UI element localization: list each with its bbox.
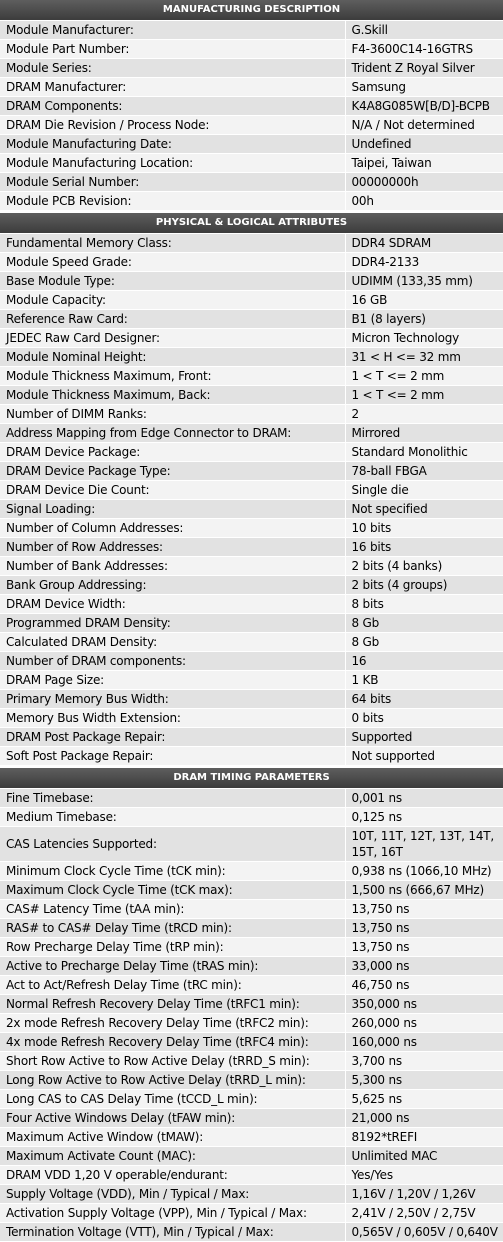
row-label: Module Part Number: [0, 40, 345, 59]
table-row [0, 1109, 503, 1128]
row-label: Reference Raw Card: [0, 310, 345, 329]
row-value: N/A / Not determined [345, 116, 503, 135]
table-row [0, 1147, 503, 1166]
row-value: 0 bits [345, 709, 503, 728]
row-value: 1 KB [345, 671, 503, 690]
row-label: Module Serial Number: [0, 173, 345, 192]
row-value: 13,750 ns [345, 900, 503, 919]
row-label: Module Nominal Height: [0, 348, 345, 367]
row-value: Samsung [345, 78, 503, 97]
row-value: K4A8G085W[B/D]-BCPB [345, 97, 503, 116]
row-label: Act to Act/Refresh Delay Time (tRC min): [0, 976, 345, 995]
table-row [0, 709, 503, 728]
row-value: 8 Gb [345, 614, 503, 633]
row-value: 2 bits (4 banks) [345, 557, 503, 576]
table-row [0, 1033, 503, 1052]
table-row [0, 1090, 503, 1109]
section-title: MANUFACTURING DESCRIPTION [0, 0, 503, 21]
table-row [0, 938, 503, 957]
section-header [0, 0, 503, 21]
row-value: 2 bits (4 groups) [345, 576, 503, 595]
row-label: Minimum Clock Cycle Time (tCK min): [0, 862, 345, 881]
row-label: Primary Memory Bus Width: [0, 690, 345, 709]
table-row [0, 405, 503, 424]
row-label: Long Row Active to Row Active Delay (tRRD_L min): [0, 1071, 345, 1090]
row-value: 21,000 ns [345, 1109, 503, 1128]
row-value: Yes/Yes [345, 1166, 503, 1185]
table-row [0, 633, 503, 652]
row-value: 8192*tREFI [345, 1128, 503, 1147]
table-row [0, 557, 503, 576]
row-label: Bank Group Addressing: [0, 576, 345, 595]
row-label: Medium Timebase: [0, 808, 345, 827]
row-label: 4x mode Refresh Recovery Delay Time (tRFC4 min): [0, 1033, 345, 1052]
table-row [0, 1071, 503, 1090]
table-row [0, 614, 503, 633]
row-value: 1,500 ns (666,67 MHz) [345, 881, 503, 900]
table-row [0, 234, 503, 253]
row-value: 8 bits [345, 595, 503, 614]
row-value: 1 < T <= 2 mm [345, 386, 503, 405]
section-title: DRAM TIMING PARAMETERS [0, 768, 503, 789]
row-label: DRAM Manufacturer: [0, 78, 345, 97]
row-value: B1 (8 layers) [345, 310, 503, 329]
row-label: Module PCB Revision: [0, 192, 345, 211]
table-row [0, 827, 503, 862]
table-row [0, 747, 503, 766]
row-value: 10T, 11T, 12T, 13T, 14T, 15T, 16T [345, 827, 503, 862]
row-value: Not specified [345, 500, 503, 519]
table-row [0, 995, 503, 1014]
row-label: 2x mode Refresh Recovery Delay Time (tRFC2 min): [0, 1014, 345, 1033]
table-row [0, 272, 503, 291]
table-row [0, 1204, 503, 1223]
row-label: Four Active Windows Delay (tFAW min): [0, 1109, 345, 1128]
table-row [0, 808, 503, 827]
row-label: CAS# Latency Time (tAA min): [0, 900, 345, 919]
table-row [0, 97, 503, 116]
table-row [0, 154, 503, 173]
manufacturing-description-table [0, 0, 503, 211]
row-value: 31 < H <= 32 mm [345, 348, 503, 367]
table-row [0, 1223, 503, 1242]
row-value: Micron Technology [345, 329, 503, 348]
row-value: 0,565V / 0,605V / 0,640V [345, 1223, 503, 1242]
row-value: Taipei, Taiwan [345, 154, 503, 173]
row-value: 16 GB [345, 291, 503, 310]
table-row [0, 291, 503, 310]
table-row [0, 1166, 503, 1185]
row-value: Supported [345, 728, 503, 747]
row-value: 64 bits [345, 690, 503, 709]
table-row [0, 386, 503, 405]
row-value: 78-ball FBGA [345, 462, 503, 481]
table-row [0, 919, 503, 938]
row-value: 46,750 ns [345, 976, 503, 995]
row-label: Number of DIMM Ranks: [0, 405, 345, 424]
table-row [0, 900, 503, 919]
section-title: PHYSICAL & LOGICAL ATTRIBUTES [0, 213, 503, 234]
row-value: 5,625 ns [345, 1090, 503, 1109]
row-label: JEDEC Raw Card Designer: [0, 329, 345, 348]
table-row [0, 348, 503, 367]
row-value: Trident Z Royal Silver [345, 59, 503, 78]
section-header [0, 213, 503, 234]
row-label: Supply Voltage (VDD), Min / Typical / Max: [0, 1185, 345, 1204]
table-row [0, 40, 503, 59]
table-row [0, 728, 503, 747]
row-value: DDR4-2133 [345, 253, 503, 272]
table-row [0, 78, 503, 97]
row-label: Module Series: [0, 59, 345, 78]
table-row [0, 1185, 503, 1204]
dram-timing-parameters-table [0, 768, 503, 1242]
table-row [0, 462, 503, 481]
physical-logical-attributes-table [0, 213, 503, 766]
table-row [0, 192, 503, 211]
table-row [0, 310, 503, 329]
table-row [0, 59, 503, 78]
row-value: 00h [345, 192, 503, 211]
table-row [0, 976, 503, 995]
row-label: CAS Latencies Supported: [0, 827, 345, 862]
row-label: Module Capacity: [0, 291, 345, 310]
row-label: DRAM VDD 1,20 V operable/endurant: [0, 1166, 345, 1185]
row-value: G.Skill [345, 21, 503, 40]
row-value: 33,000 ns [345, 957, 503, 976]
row-value: Undefined [345, 135, 503, 154]
row-label: Address Mapping from Edge Connector to DRAM: [0, 424, 345, 443]
row-value: Mirrored [345, 424, 503, 443]
row-label: Programmed DRAM Density: [0, 614, 345, 633]
row-label: Active to Precharge Delay Time (tRAS min): [0, 957, 345, 976]
row-label: Maximum Clock Cycle Time (tCK max): [0, 881, 345, 900]
row-label: Module Manufacturing Date: [0, 135, 345, 154]
table-row [0, 1052, 503, 1071]
row-label: Termination Voltage (VTT), Min / Typical / Max: [0, 1223, 345, 1242]
row-value: 16 [345, 652, 503, 671]
row-label: Maximum Activate Count (MAC): [0, 1147, 345, 1166]
table-row [0, 424, 503, 443]
table-row [0, 116, 503, 135]
row-value: 0,001 ns [345, 789, 503, 808]
row-label: Module Thickness Maximum, Front: [0, 367, 345, 386]
row-value: F4-3600C14-16GTRS [345, 40, 503, 59]
table-row [0, 690, 503, 709]
table-row [0, 881, 503, 900]
row-value: 2,41V / 2,50V / 2,75V [345, 1204, 503, 1223]
row-label: Number of Row Addresses: [0, 538, 345, 557]
row-label: Activation Supply Voltage (VPP), Min / Typical / Max: [0, 1204, 345, 1223]
row-label: Memory Bus Width Extension: [0, 709, 345, 728]
row-label: Calculated DRAM Density: [0, 633, 345, 652]
table-row [0, 329, 503, 348]
row-value: 16 bits [345, 538, 503, 557]
row-label: Module Thickness Maximum, Back: [0, 386, 345, 405]
row-value: 8 Gb [345, 633, 503, 652]
table-row [0, 789, 503, 808]
row-label: Maximum Active Window (tMAW): [0, 1128, 345, 1147]
table-row [0, 367, 503, 386]
row-value: Unlimited MAC [345, 1147, 503, 1166]
table-row [0, 1014, 503, 1033]
row-value: 160,000 ns [345, 1033, 503, 1052]
row-label: Base Module Type: [0, 272, 345, 291]
row-label: Row Precharge Delay Time (tRP min): [0, 938, 345, 957]
table-row [0, 652, 503, 671]
row-label: DRAM Device Package: [0, 443, 345, 462]
row-label: RAS# to CAS# Delay Time (tRCD min): [0, 919, 345, 938]
row-value: UDIMM (133,35 mm) [345, 272, 503, 291]
table-row [0, 443, 503, 462]
row-value: 2 [345, 405, 503, 424]
row-label: Signal Loading: [0, 500, 345, 519]
row-value: 3,700 ns [345, 1052, 503, 1071]
table-row [0, 500, 503, 519]
row-label: Module Manufacturing Location: [0, 154, 345, 173]
row-value: 5,300 ns [345, 1071, 503, 1090]
table-row [0, 173, 503, 192]
row-label: Module Manufacturer: [0, 21, 345, 40]
table-row [0, 481, 503, 500]
table-row [0, 957, 503, 976]
table-row [0, 135, 503, 154]
row-label: Number of Bank Addresses: [0, 557, 345, 576]
row-value: 1 < T <= 2 mm [345, 367, 503, 386]
row-label: DRAM Post Package Repair: [0, 728, 345, 747]
row-value: 260,000 ns [345, 1014, 503, 1033]
table-row [0, 538, 503, 557]
table-row [0, 1128, 503, 1147]
row-label: Module Speed Grade: [0, 253, 345, 272]
row-value: DDR4 SDRAM [345, 234, 503, 253]
row-value: Standard Monolithic [345, 443, 503, 462]
row-label: Fine Timebase: [0, 789, 345, 808]
table-row [0, 519, 503, 538]
row-label: DRAM Components: [0, 97, 345, 116]
row-value: 00000000h [345, 173, 503, 192]
row-value: Single die [345, 481, 503, 500]
table-row [0, 21, 503, 40]
table-row [0, 671, 503, 690]
section-header [0, 768, 503, 789]
row-value: 0,938 ns (1066,10 MHz) [345, 862, 503, 881]
row-label: Short Row Active to Row Active Delay (tRRD_S min): [0, 1052, 345, 1071]
table-row [0, 253, 503, 272]
row-label: Number of Column Addresses: [0, 519, 345, 538]
row-label: Number of DRAM components: [0, 652, 345, 671]
row-label: DRAM Page Size: [0, 671, 345, 690]
row-label: DRAM Die Revision / Process Node: [0, 116, 345, 135]
table-row [0, 576, 503, 595]
table-row [0, 862, 503, 881]
row-value: 13,750 ns [345, 919, 503, 938]
row-value: 10 bits [345, 519, 503, 538]
row-label: DRAM Device Width: [0, 595, 345, 614]
row-value: 350,000 ns [345, 995, 503, 1014]
row-label: DRAM Device Package Type: [0, 462, 345, 481]
table-row [0, 595, 503, 614]
row-value: Not supported [345, 747, 503, 766]
row-label: Normal Refresh Recovery Delay Time (tRFC1 min): [0, 995, 345, 1014]
row-label: Soft Post Package Repair: [0, 747, 345, 766]
row-value: 13,750 ns [345, 938, 503, 957]
row-value: 1,16V / 1,20V / 1,26V [345, 1185, 503, 1204]
row-label: Fundamental Memory Class: [0, 234, 345, 253]
row-value: 0,125 ns [345, 808, 503, 827]
row-label: DRAM Device Die Count: [0, 481, 345, 500]
row-label: Long CAS to CAS Delay Time (tCCD_L min): [0, 1090, 345, 1109]
